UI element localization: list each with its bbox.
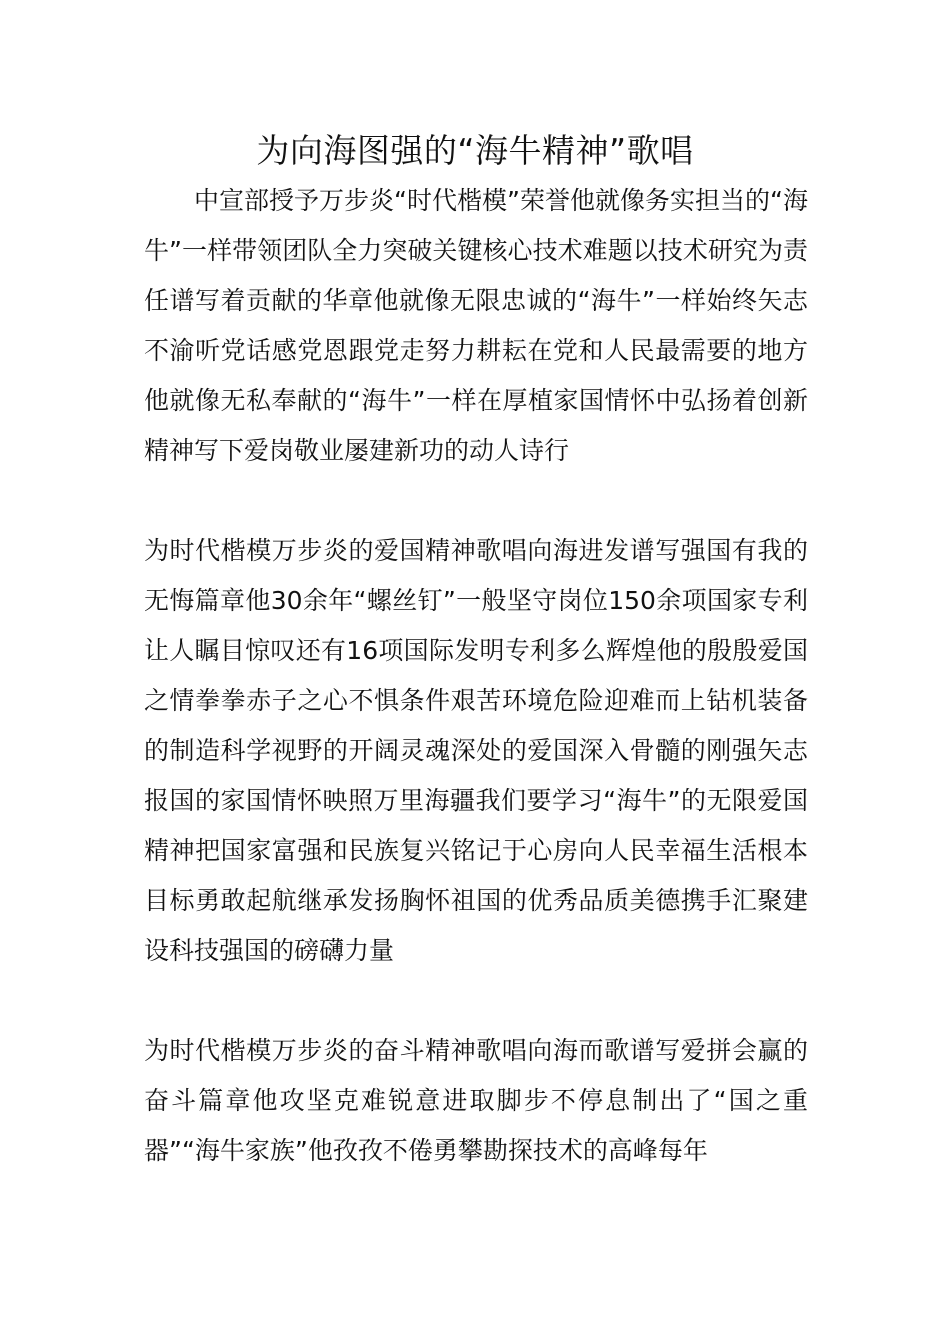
document-body — [144, 176, 808, 1176]
document-title: 为向海图强的“海牛精神”歌唱 — [256, 131, 694, 170]
paragraph-2: 为时代楷模万步炎的爱国精神歌唱向海进发谱写强国有我的无悔篇章他30余年“螺丝钉”一般坚守岗位150余项国家专利让人瞩目惊叹还有16项国际发明专利多么辉煌他的殷殷爱国之情拳拳赤子之心不惧条件艰苦环境危险迎难而上钻机装备的制造科学视野的开阔灵魂深处的爱国深入骨髓的刚强矢志报国的家国情怀映照万里海疆我们要学习“海牛”的无限爱国精神把国家富强和民族复兴铭记于心房向人民幸福生活根本目标勇敢起航继承发扬胸怀祖国的优秀品质美德携手汇聚建设科技强国的磅礴力量 — [144, 536, 808, 965]
paragraph-1: 中宣部授予万步炎“时代楷模”荣誉他就像务实担当的“海牛”一样带领团队全力突破关键核心技术难题以技术研究为责任谱写着贡献的华章他就像无限忠诚的“海牛”一样始终矢志不渝听党话感党恩跟党走努力耕耘在党和人民最需要的地方他就像无私奉献的“海牛”一样在厚植家国情怀中弘扬着创新精神写下爱岗敬业屡建新功的动人诗行 — [144, 186, 808, 465]
paragraph-spacer — [144, 476, 808, 526]
paragraph-3: 为时代楷模万步炎的奋斗精神歌唱向海而歌谱写爱拼会赢的奋斗篇章他攻坚克难锐意进取脚步不停息制出了“国之重器”“海牛家族”他孜孜不倦勇攀勘探技术的高峰每年 — [144, 1036, 808, 1165]
paragraph-spacer — [144, 976, 808, 1026]
